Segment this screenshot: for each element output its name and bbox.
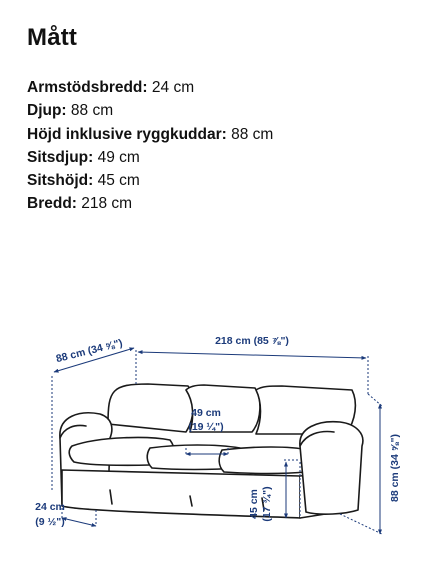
spec-row-seat-height <box>27 169 273 192</box>
spec-row-height <box>27 123 273 146</box>
spec-label: Höjd inklusive ryggkuddar: <box>27 125 227 143</box>
spec-value: 88 cm <box>231 125 274 143</box>
seat-height-cm-label: 45 cm <box>248 489 260 519</box>
dimension-spec-list <box>27 76 273 216</box>
seat-height-in-label: (17 ¾") <box>261 486 273 522</box>
spec-value: 49 cm <box>97 148 140 166</box>
spec-label: Sitsdjup: <box>27 148 94 166</box>
height-dimension-label: 88 cm (34 ⅝") <box>389 433 401 503</box>
spec-row-seat-depth <box>27 146 273 169</box>
spec-row-armrest-width <box>27 76 273 99</box>
page-title: Mått <box>27 24 78 51</box>
spec-row-width <box>27 192 273 215</box>
spec-value: 24 cm <box>151 79 195 96</box>
depth-dimension-label: 88 cm (34 ⅝") <box>54 337 124 366</box>
armrest-in-label: (9 ½") <box>35 516 65 528</box>
spec-value: 88 cm <box>70 102 114 120</box>
spec-label: Bredd: <box>27 195 77 213</box>
sofa-dimension-diagram <box>0 320 432 570</box>
width-dimension-label: 218 cm (85 ⅞") <box>215 335 289 347</box>
seat-depth-in-label: (19 ¼") <box>188 421 224 433</box>
spec-label: Djup: <box>27 102 67 120</box>
spec-row-depth <box>27 99 273 122</box>
sofa-illustration <box>60 384 363 518</box>
armrest-cm-label: 24 cm <box>35 501 65 513</box>
seat-depth-cm-label: 49 cm <box>191 407 221 419</box>
spec-label: Armstödsbredd: <box>27 79 148 96</box>
spec-value: 45 cm <box>97 172 140 190</box>
spec-label: Sitshöjd: <box>27 172 94 190</box>
spec-value: 218 cm <box>81 195 133 213</box>
